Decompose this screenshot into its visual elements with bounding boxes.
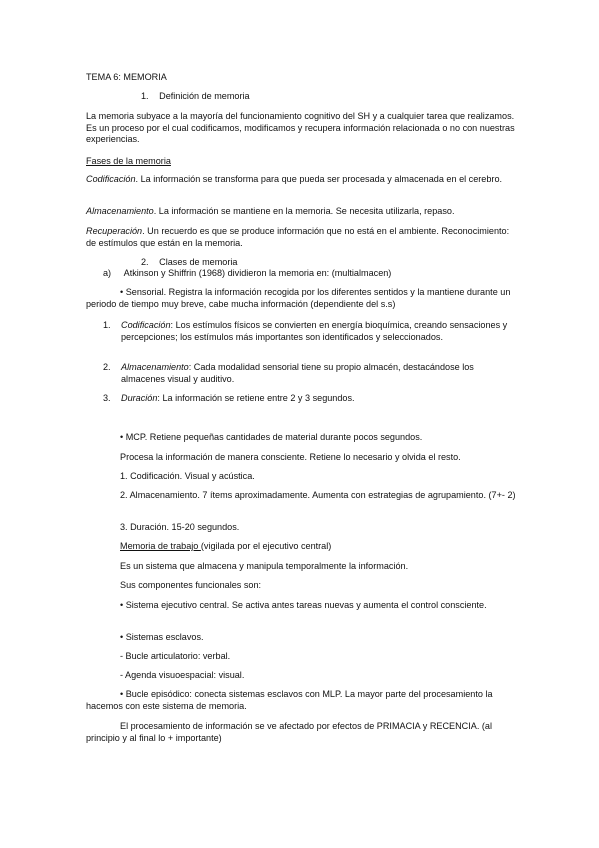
- term-memoria-trabajo: Memoria de trabajo: [120, 541, 201, 551]
- mcp-item-3: 3. Duración. 15-20 segundos.: [120, 522, 240, 532]
- term-almacenamiento-sensorial: Almacenamiento: [121, 362, 189, 372]
- paragraph-sensorial: • Sensorial. Registra la información recogida por los diferentes sentidos y la mantiene durante un periodo de tiempo muy breve, cabe mucha información (dependiente del s.s): [86, 287, 511, 309]
- item-description: : Cada modalidad sensorial tiene su propio almacén, destacándose los almacenes visual y auditivo.: [121, 362, 474, 384]
- document-title: TEMA 6: MEMORIA: [86, 72, 167, 82]
- term-duracion-sensorial: Duración: [121, 393, 158, 403]
- paragraph-procesa: Procesa la información de manera consciente. Retiene lo necesario y olvida el resto.: [120, 452, 461, 462]
- term-codificacion: Codificación: [86, 174, 136, 184]
- paragraph-almacenamiento: [86, 206, 516, 218]
- heading-number: 2.: [141, 257, 149, 267]
- term-almacenamiento: Almacenamiento: [86, 206, 154, 216]
- paragraph-recuperacion: [86, 226, 516, 249]
- paragraph-mt-definicion: Es un sistema que almacena y manipula temporalmente la información.: [120, 561, 409, 571]
- heading-text: Clases de memoria: [159, 257, 238, 267]
- item-text: [121, 320, 516, 343]
- heading-memoria-trabajo: [120, 541, 516, 553]
- item-text: [121, 393, 516, 405]
- list-item-a: [103, 268, 391, 280]
- term-codificacion-sensorial: Codificación: [121, 320, 171, 330]
- item-text: [121, 362, 516, 385]
- heading-number: 1.: [141, 91, 149, 101]
- paragraph-codificacion: [86, 174, 516, 186]
- mcp-item-2: 2. Almacenamiento. 7 ítems aproximadamente. Aumenta con estrategias de agrupamiento. (7+- 2): [120, 490, 516, 500]
- list-marker: a): [103, 268, 112, 278]
- item-description: : La información se retiene entre 2 y 3 segundos.: [157, 393, 355, 403]
- text-almacenamiento: . La información se mantiene en la memoria. Se necesita utilizarla, repaso.: [153, 206, 455, 216]
- mcp-item-1: 1. Codificación. Visual y acústica.: [120, 471, 255, 481]
- text-recuperacion: . Un recuerdo es que se produce información que no está en el ambiente. Reconocimiento: de estímulos que están en la memoria.: [86, 226, 510, 248]
- paragraph-primacia: El procesamiento de información se ve afectado por efectos de PRIMACIA y RECENCIA. (al principio y al final lo + importante): [86, 721, 492, 743]
- text-memoria-trabajo: (vigilada por el ejecutivo central): [200, 541, 332, 551]
- heading-text: Definición de memoria: [159, 91, 250, 101]
- paragraph-mcp: • MCP. Retiene pequeñas cantidades de material durante pocos segundos.: [120, 432, 423, 442]
- item-number: 3.: [103, 393, 111, 403]
- item-description: : Los estímulos físicos se convierten en energía bioquímica, creando sensaciones y percepciones; los estímulos más importantes son identificados y seleccionados.: [121, 320, 508, 342]
- heading-clases: [141, 257, 237, 269]
- term-recuperacion: Recuperación: [86, 226, 143, 236]
- paragraph-bucle-episodico: • Bucle episódico: conecta sistemas esclavos con MLP. La mayor parte del procesamiento la hacemos con este sistema de memoria.: [86, 689, 493, 711]
- list-item-text: Atkinson y Shiffrin (1968) dividieron la memoria en: (multialmacen): [123, 268, 392, 278]
- item-number: 1.: [103, 320, 111, 330]
- paragraph-ejecutivo: • Sistema ejecutivo central. Se activa antes tareas nuevas y aumenta el control consciente.: [120, 600, 487, 610]
- paragraph-agenda: - Agenda visuoespacial: visual.: [120, 670, 245, 680]
- text-codificacion: . La información se transforma para que pueda ser procesada y almacenada en el cerebro.: [135, 174, 503, 184]
- section-heading-fases: Fases de la memoria: [86, 156, 171, 166]
- paragraph-bucle-articulatorio: - Bucle articulatorio: verbal.: [120, 651, 231, 661]
- item-number: 2.: [103, 362, 111, 372]
- heading-definicion: [141, 91, 250, 103]
- paragraph-esclavos: • Sistemas esclavos.: [120, 632, 204, 642]
- paragraph-definicion: La memoria subyace a la mayoría del funcionamiento cognitivo del SH y a cualquier tarea que realizamos. Es un proceso por el cual codificamos, modificamos y recupera información relacionada o no con nuestras experiencias.: [86, 111, 515, 145]
- paragraph-componentes: Sus componentes funcionales son:: [120, 580, 262, 590]
